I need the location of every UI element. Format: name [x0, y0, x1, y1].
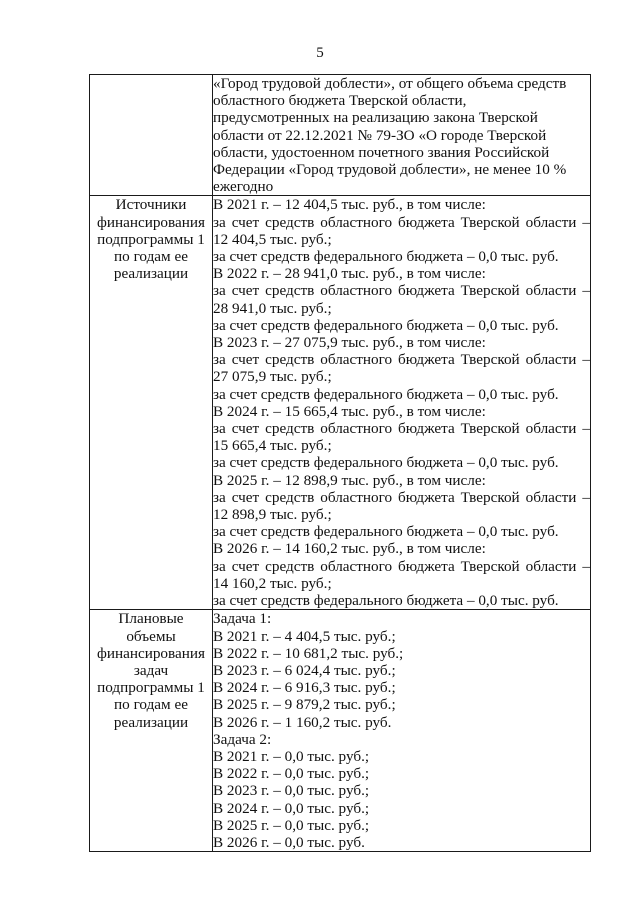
- row-content-line: 12 404,5 тыс. руб.;: [213, 230, 332, 248]
- page-number: 5: [316, 45, 324, 61]
- row-content-line: за счет средств областного бюджета Тверской области –: [213, 213, 590, 231]
- row-label-line: подпрограммы 1: [97, 230, 205, 248]
- row-content-line: В 2024 г. – 15 665,4 тыс. руб., в том числе:: [213, 402, 486, 420]
- row-content-line: 27 075,9 тыс. руб.;: [213, 368, 332, 386]
- row-content-line: Задача 2:: [213, 730, 272, 748]
- row-content-cell: [213, 610, 591, 852]
- row-content-line: В 2026 г. – 1 160,2 тыс. руб.: [213, 713, 392, 731]
- table-row: [90, 75, 591, 196]
- table-row: [90, 196, 591, 610]
- row-content-line: за счет средств федерального бюджета – 0,0 тыс. руб.: [213, 592, 559, 610]
- document-table: [89, 74, 591, 852]
- row-content-cell: [213, 196, 591, 610]
- row-content-line: 15 665,4 тыс. руб.;: [213, 437, 332, 455]
- row-label-line: Источники: [115, 196, 187, 214]
- row-content-line: В 2025 г. – 9 879,2 тыс. руб.;: [213, 696, 396, 714]
- row-content-line: 12 898,9 тыс. руб.;: [213, 506, 332, 524]
- row-content-line: области, удостоенном почетного звания Российской: [213, 143, 550, 161]
- row-label-cell: [90, 610, 213, 852]
- row-content-line: В 2026 г. – 14 160,2 тыс. руб., в том числе:: [213, 540, 486, 558]
- row-label-line: финансирования: [97, 213, 205, 231]
- row-content-line: В 2024 г. – 0,0 тыс. руб.;: [213, 799, 370, 817]
- row-content-line: В 2025 г. – 0,0 тыс. руб.;: [213, 816, 370, 834]
- row-content-line: В 2023 г. – 6 024,4 тыс. руб.;: [213, 661, 396, 679]
- row-content-line: Задача 1:: [213, 610, 272, 628]
- row-content-line: В 2022 г. – 10 681,2 тыс. руб.;: [213, 644, 404, 662]
- row-label-line: Плановые: [118, 610, 184, 628]
- row-label-line: финансирования: [97, 644, 205, 662]
- row-content-line: В 2023 г. – 27 075,9 тыс. руб., в том числе:: [213, 334, 486, 352]
- row-label-line: по годам ее: [114, 696, 188, 714]
- table-body: [90, 75, 591, 852]
- row-content-line: Федерации «Город трудовой доблести», не менее 10 %: [213, 161, 567, 179]
- row-content-line: В 2022 г. – 0,0 тыс. руб.;: [213, 765, 370, 783]
- row-content-line: за счет средств областного бюджета Тверской области –: [213, 282, 590, 300]
- row-content-line: В 2024 г. – 6 916,3 тыс. руб.;: [213, 679, 396, 697]
- row-content-line: В 2023 г. – 0,0 тыс. руб.;: [213, 782, 370, 800]
- row-content-line: за счет средств областного бюджета Тверской области –: [213, 351, 590, 369]
- row-content-line: ежегодно: [213, 178, 274, 196]
- row-content-line: 14 160,2 тыс. руб.;: [213, 574, 332, 592]
- table-row: [90, 610, 591, 852]
- row-content-cell: [213, 75, 591, 196]
- row-content-line: областного бюджета Тверской области,: [213, 92, 467, 110]
- row-content-line: В 2022 г. – 28 941,0 тыс. руб., в том числе:: [213, 265, 486, 283]
- row-label-cell: [90, 196, 213, 610]
- row-label-cell: [90, 75, 213, 196]
- row-content-line: предусмотренных на реализацию закона Тверской: [213, 109, 538, 127]
- row-content-line: за счет средств федерального бюджета – 0,0 тыс. руб.: [213, 523, 559, 541]
- row-label-line: подпрограммы 1: [97, 679, 205, 697]
- row-content-line: В 2021 г. – 12 404,5 тыс. руб., в том числе:: [213, 196, 486, 214]
- row-content-line: «Город трудовой доблести», от общего объема средств: [213, 75, 567, 92]
- row-content-line: области от 22.12.2021 № 79-ЗО «О городе Тверской: [213, 126, 547, 144]
- row-content-line: за счет средств федерального бюджета – 0,0 тыс. руб.: [213, 385, 559, 403]
- row-content-line: за счет средств областного бюджета Тверской области –: [213, 557, 590, 575]
- row-content-line: за счет средств федерального бюджета – 0,0 тыс. руб.: [213, 248, 559, 266]
- row-label-line: реализации: [113, 265, 189, 283]
- row-label-line: по годам ее: [114, 248, 188, 266]
- row-content-line: В 2026 г. – 0,0 тыс. руб.: [213, 833, 365, 851]
- row-content-line: за счет средств федерального бюджета – 0,0 тыс. руб.: [213, 454, 559, 472]
- row-content-line: В 2021 г. – 0,0 тыс. руб.;: [213, 747, 370, 765]
- row-label-line: реализации: [113, 713, 189, 731]
- row-content-line: 28 941,0 тыс. руб.;: [213, 299, 332, 317]
- row-content-line: за счет средств областного бюджета Тверской области –: [213, 488, 590, 506]
- row-label-line: задач: [133, 661, 169, 679]
- row-content-line: за счет средств федерального бюджета – 0,0 тыс. руб.: [213, 316, 559, 334]
- row-content-line: В 2021 г. – 4 404,5 тыс. руб.;: [213, 627, 396, 645]
- row-content-line: за счет средств областного бюджета Тверской области –: [213, 420, 590, 438]
- row-content-line: В 2025 г. – 12 898,9 тыс. руб., в том числе:: [213, 471, 486, 489]
- row-label-line: объемы: [126, 627, 176, 645]
